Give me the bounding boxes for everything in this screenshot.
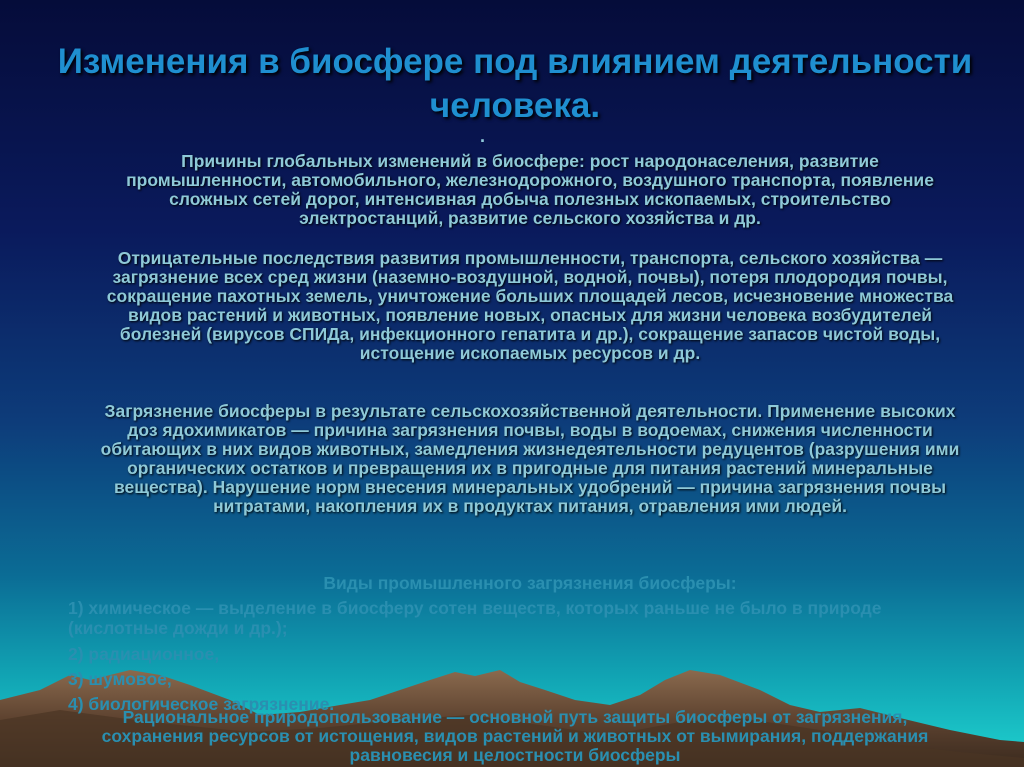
list-item: 2) радиационное, bbox=[68, 644, 220, 664]
pollution-types-title: Виды промышленного загрязнения биосферы: bbox=[323, 573, 737, 593]
list-item: 4) биологическое загрязнение. bbox=[68, 694, 335, 714]
pollution-types-list bbox=[68, 598, 968, 719]
bullet-dot: . bbox=[480, 126, 486, 146]
list-item: 3) шумовое, bbox=[68, 669, 172, 689]
conclusion-text: Рациональное природопользование — основной путь защиты биосферы от загрязнения, сохранения ресурсов от истощения, видов растений и животных от вымирания, поддержания равновесия и целостности биосферы bbox=[101, 707, 929, 765]
list-item: 1) химическое — выделение в биосферу сотен веществ, которых раньше не было в природе (кислотные дожди и др.); bbox=[68, 598, 882, 638]
paragraph-agriculture: Загрязнение биосферы в результате сельскохозяйственной деятельности. Применение высоких доз ядохимикатов — причина загрязнения почвы, воды в водоемах, снижения численности обитающих в них видов животных, замедления жизнедеятельности редуцентов (разрушения ими органических остатков и превращения их в пригодные для питания растений минеральные вещества). Нарушение норм внесения минеральных удобрений — причина загрязнения почвы нитратами, накопления их в продуктах питания, отравления ими людей. bbox=[100, 401, 960, 516]
slide-title: Изменения в биосфере под влиянием деятельности человека. bbox=[57, 42, 973, 125]
paragraph-causes: Причины глобальных изменений в биосфере: рост народонаселения, развитие промышленности, автомобильного, железнодорожного, воздушного транспорта, появление сложных сетей дорог, интенсивная добыча полезных ископаемых, строительство электростанций, развитие сельского хозяйства и др. bbox=[126, 151, 934, 228]
paragraph-consequences: Отрицательные последствия развития промышленности, транспорта, сельского хозяйства — загрязнение всех сред жизни (наземно-воздушной, водной, почвы), потеря плодородия почвы, сокращение пахотных земель, уничтожение больших площадей лесов, исчезновение множества видов растений и животных, появление новых, опасных для жизни человека возбудителей болезней (вирусов СПИДа, инфекционного гепатита и др.), сокращение запасов чистой воды, истощение ископаемых ресурсов и др. bbox=[106, 248, 954, 363]
